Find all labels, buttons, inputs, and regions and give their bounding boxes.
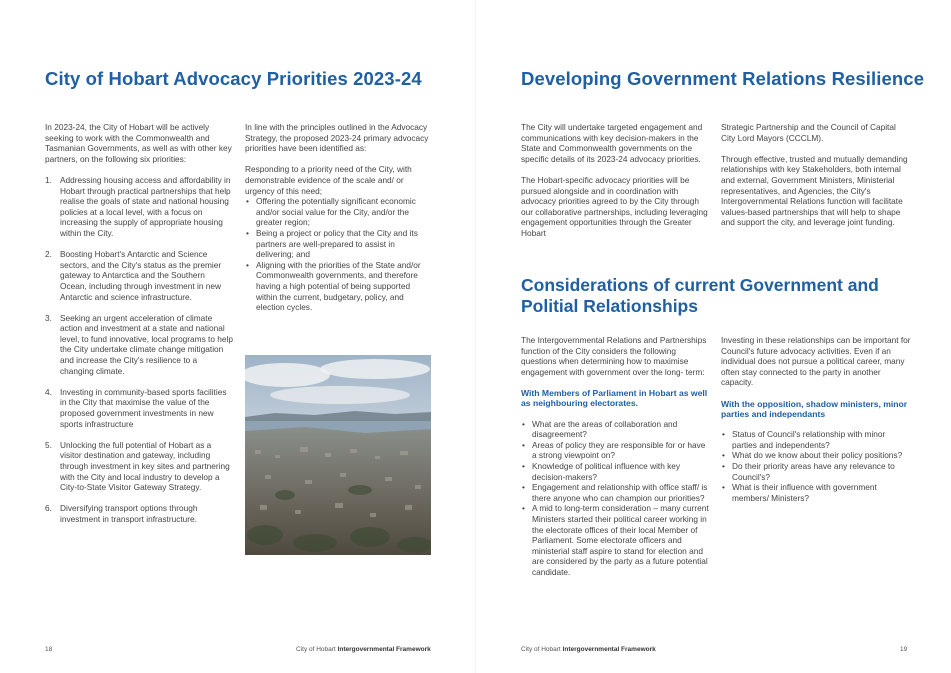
list-item: • Offering the potentially significant economic and/or social value for the City, and/or the greater region; — [245, 196, 433, 228]
list-number: 4. — [45, 386, 52, 397]
list-item: • Areas of policy they are responsible for or have a strong viewpoint on? — [521, 440, 711, 461]
list-text: Diversifying transport options through investment in transport infrastructure. — [60, 503, 198, 524]
mp-subheading: With Members of Parliament in Hobart as well as neighbouring electorates. — [521, 387, 708, 408]
list-item: • Knowledge of political influence with key decision-makers? — [521, 461, 711, 482]
footer-doc-title: Intergovernmental Framework — [337, 646, 431, 653]
considerations-intro: The Intergovernmental Relations and Partnerships function of the City considers the following questions when determining how to maximise engagement with government over the long- term: — [521, 335, 707, 377]
list-item: • Aligning with the priorities of the State and/or Commonwealth governments, and therefore having a high potential of being supported within the current, budgetary, policy, and election cycles. — [245, 260, 433, 313]
resilience-title: Developing Government Relations Resilience — [521, 68, 925, 89]
list-item — [45, 249, 233, 302]
principles-column — [245, 122, 433, 313]
opposition-questions-list — [721, 429, 911, 503]
resilience-p4: Through effective, trusted and mutually demanding relationships with key Stakeholders, both internal and external, Government Ministers, Ministerial representatives, and Agencies, the City's Intergovernmental Relations function will facilitate values-based partnerships that will help to shape and support the city, and leverage joint funding. — [721, 153, 908, 228]
list-number: 3. — [45, 312, 52, 323]
priorities-column — [45, 122, 233, 535]
page-title: City of Hobart Advocacy Priorities 2023-24 — [45, 68, 422, 89]
principles-intro: In line with the principles outlined in the Advocacy Strategy, the proposed 2023-24 primary advocacy priorities have been identified as: — [245, 122, 429, 154]
intro-paragraph: In 2023-24, the City of Hobart will be actively seeking to work with the Commonwealth and Tasmanian Governments, as well as with other key partners, on the following six priorities: — [45, 122, 232, 164]
opposition-subheading: With the opposition, shadow ministers, minor parties and independants — [721, 398, 908, 419]
list-item — [45, 387, 233, 429]
principles-need: Responding to a priority need of the City, with demonstrable evidence of the scale and/ or urgency of this need; — [245, 164, 412, 196]
list-item: • What do we know about their policy positions? — [721, 450, 911, 461]
list-item — [45, 313, 233, 377]
list-item: • Do their priority areas have any relevance to Council's? — [721, 461, 911, 482]
considerations-column-2 — [721, 335, 911, 503]
page-left — [0, 0, 475, 673]
page-right — [476, 0, 951, 673]
list-item: • A mid to long-term consideration – many current Ministers started their political career working in the electorate offices of their local Member of Parliament. Some electorate officers and ministerial staff aspire to stand for election and are considered by the party as a future potential candidate. — [521, 503, 711, 577]
list-text: Investing in community-based sports facilities in the City that maximise the value of the proposed government investments in new sports infrastructure — [60, 386, 227, 429]
mp-questions-list — [521, 419, 711, 578]
footer-doc-title: Intergovernmental Framework — [562, 646, 656, 653]
footer-org: City of Hobart — [296, 646, 338, 653]
list-text: Seeking an urgent acceleration of climate action and investment at a state and national level, to fund innovative, local programs to help the City undertake climate change mitigation and increase the City's resilience to a changing climate. — [60, 312, 233, 376]
list-number: 6. — [45, 503, 52, 514]
priorities-list — [45, 175, 233, 525]
list-item: • Status of Council's relationship with minor parties and independents? — [721, 429, 911, 450]
list-item — [45, 175, 233, 239]
principles-bullets — [245, 196, 433, 313]
investing-paragraph: Investing in these relationships can be important for Council's future advocacy activities. Even if an individual does not pursue a political career, many often stay connected to the party in another capacity. — [721, 335, 911, 388]
list-number: 1. — [45, 174, 52, 185]
list-item: • Being a project or policy that the City and its partners are well-prepared to assist in delivering; and — [245, 228, 433, 260]
footer-org: City of Hobart — [521, 646, 563, 653]
list-text: Addressing housing access and affordability in Hobart through practical partnerships that help realise the goals of state and national housing policies at a local level, with a focus on increasing the supply of appropriate housing within the City. — [60, 174, 231, 238]
list-number: 2. — [45, 249, 52, 260]
hobart-city-photo — [245, 355, 431, 555]
list-item: • Engagement and relationship with office staff/ is there anyone who can champion our priorities? — [521, 482, 711, 503]
list-item — [45, 503, 233, 524]
resilience-p3: Strategic Partnership and the Council of Capital City Lord Mayors (CCCLM). — [721, 122, 896, 143]
resilience-p1: The City will undertake targeted engagement and communications with key decision-makers in the State and Commonwealth governments on the specific details of its 2023-24 advocacy priorities. — [521, 122, 703, 164]
page-number-left: 18 — [45, 646, 53, 653]
resilience-p2: The Hobart-specific advocacy priorities will be pursued alongside and in coordination with advocacy priorities agreed to by the City through our collaborative partnerships, including leveraging engagement opportunities through the Greater Hobart — [521, 174, 708, 238]
footer-left — [296, 646, 431, 653]
page-number-right: 19 — [900, 646, 908, 653]
considerations-heading: Considerations of current Government and Politial Relationships — [521, 275, 879, 316]
list-text: Boosting Hobart's Antarctic and Science sectors, and the City's status as the premier gateway to Antarctica and the Southern Ocean, including through investment in new Antarctic and science infrastructure. — [60, 249, 222, 302]
list-item: • What is their influence with government members/ Ministers? — [721, 482, 911, 503]
considerations-column-1 — [521, 335, 711, 577]
list-number: 5. — [45, 439, 52, 450]
list-item — [45, 440, 233, 493]
list-text: Unlocking the full potential of Hobart as a visitor destination and gateway, including through investment in key sites and partnering with the City and local industry to develop a City-to-State Visitor Gateway Strategy. — [60, 439, 230, 493]
resilience-column-2 — [721, 122, 911, 239]
resilience-column-1 — [521, 122, 711, 249]
list-item: • What are the areas of collaboration and disagreement? — [521, 419, 711, 440]
footer-right — [521, 646, 656, 653]
